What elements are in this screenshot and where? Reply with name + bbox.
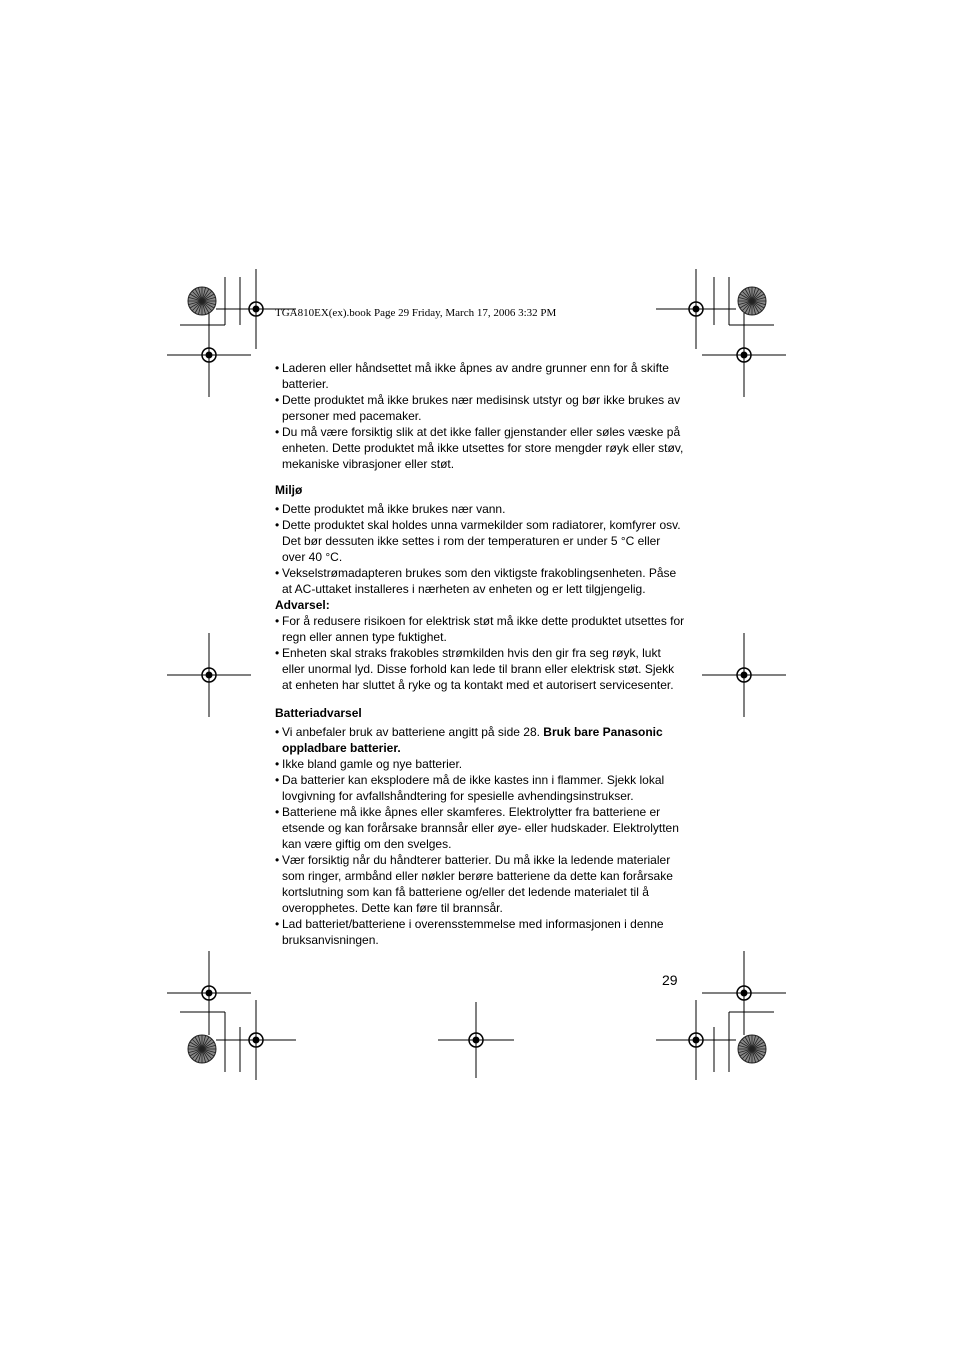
registration-target-icon bbox=[167, 633, 251, 717]
list-item: • Dette produktet må ikke brukes nær medisinsk utstyr og bør ikke brukes av personer med pacemaker. bbox=[275, 392, 685, 424]
list-item: • For å redusere risikoen for elektrisk støt må ikke dette produktet utsettes for regn eller annen type fuktighet. bbox=[275, 613, 685, 645]
list-item: • Du må være forsiktig slik at det ikke faller gjenstander eller søles væske på enheten. Dette produktet må ikke utsettes for store mengder røyk eller støv, mekaniske vibrasjoner eller støt. bbox=[275, 424, 685, 472]
main-content bbox=[275, 360, 685, 948]
intro-list bbox=[275, 360, 685, 472]
section-title-miljo: Miljø bbox=[275, 483, 303, 497]
star-target-icon bbox=[738, 1035, 766, 1063]
list-item: • Dette produktet må ikke brukes nær vann. bbox=[275, 501, 685, 517]
registration-target-icon bbox=[167, 951, 251, 1035]
batteri-list bbox=[275, 724, 685, 948]
list-item: • Vekselstrømadapteren brukes som den viktigste frakoblingsenheten. Påse at AC-uttaket installeres i nærheten av enheten og er lett tilgjengelig. bbox=[275, 565, 685, 597]
list-item: • Ikke bland gamle og nye batterier. bbox=[275, 756, 685, 772]
registration-target-icon bbox=[702, 633, 786, 717]
star-target-icon bbox=[738, 287, 766, 315]
list-item-emphasis: Bruk bare Panasonic oppladbare batterier. bbox=[282, 725, 663, 755]
list-item: • Dette produktet skal holdes unna varmekilder som radiatorer, komfyrer osv. Det bør dessuten ikke settes i rom der temperaturen er under 5 °C eller over 40 °C. bbox=[275, 517, 685, 565]
list-item-text: Vi anbefaler bruk av batteriene angitt på side 28. bbox=[282, 725, 544, 739]
registration-target-icon bbox=[656, 1000, 736, 1080]
registration-target-icon bbox=[702, 313, 786, 397]
list-item: • Vær forsiktig når du håndterer batterier. Du må ikke la ledende materialer som ringer, armbånd eller nøkler berøre batteriene da dette kan forårsake kortslutning som kan få batteriene og/eller det ledende materialet til å overopphetes. Dette kan føre til brannsår. bbox=[275, 852, 685, 916]
star-target-icon bbox=[188, 287, 216, 315]
registration-target-icon bbox=[702, 951, 786, 1035]
registration-target-icon bbox=[438, 1002, 514, 1078]
section-title-batteriadvarsel: Batteriadvarsel bbox=[275, 706, 362, 720]
list-item: • Batteriene må ikke åpnes eller skamferes. Elektrolytter fra batteriene er etsende og kan forårsake brannsår eller øye- eller hudskader. Elektrolytten kan være giftig om den svelges. bbox=[275, 804, 685, 852]
miljo-list bbox=[275, 501, 685, 597]
list-item: • Lad batteriet/batteriene i overensstemmelse med informasjonen i denne bruksanvisningen. bbox=[275, 916, 685, 948]
registration-target-icon bbox=[216, 1000, 296, 1080]
list-item bbox=[275, 724, 685, 756]
advarsel-list bbox=[275, 613, 685, 693]
page-number: 29 bbox=[662, 972, 678, 988]
list-item: • Laderen eller håndsettet må ikke åpnes av andre grunner enn for å skifte batterier. bbox=[275, 360, 685, 392]
list-item: • Enheten skal straks frakobles strømkilden hvis den gir fra seg røyk, lukt eller unormal lyd. Disse forhold kan lede til brann eller elektrisk støt. Sjekk at enheten har sluttet å ryke og ta kontakt med et autorisert servicesenter. bbox=[275, 645, 685, 693]
section-title-advarsel: Advarsel: bbox=[275, 598, 330, 612]
registration-target-icon bbox=[167, 313, 251, 397]
print-header: TGA810EX(ex).book Page 29 Friday, March 17, 2006 3:32 PM bbox=[275, 307, 557, 319]
registration-target-icon bbox=[656, 269, 736, 349]
list-item: • Da batterier kan eksplodere må de ikke kastes inn i flammer. Sjekk lokal lovgivning for avfallshåndtering for spesielle avhendingsinstrukser. bbox=[275, 772, 685, 804]
star-target-icon bbox=[188, 1035, 216, 1063]
